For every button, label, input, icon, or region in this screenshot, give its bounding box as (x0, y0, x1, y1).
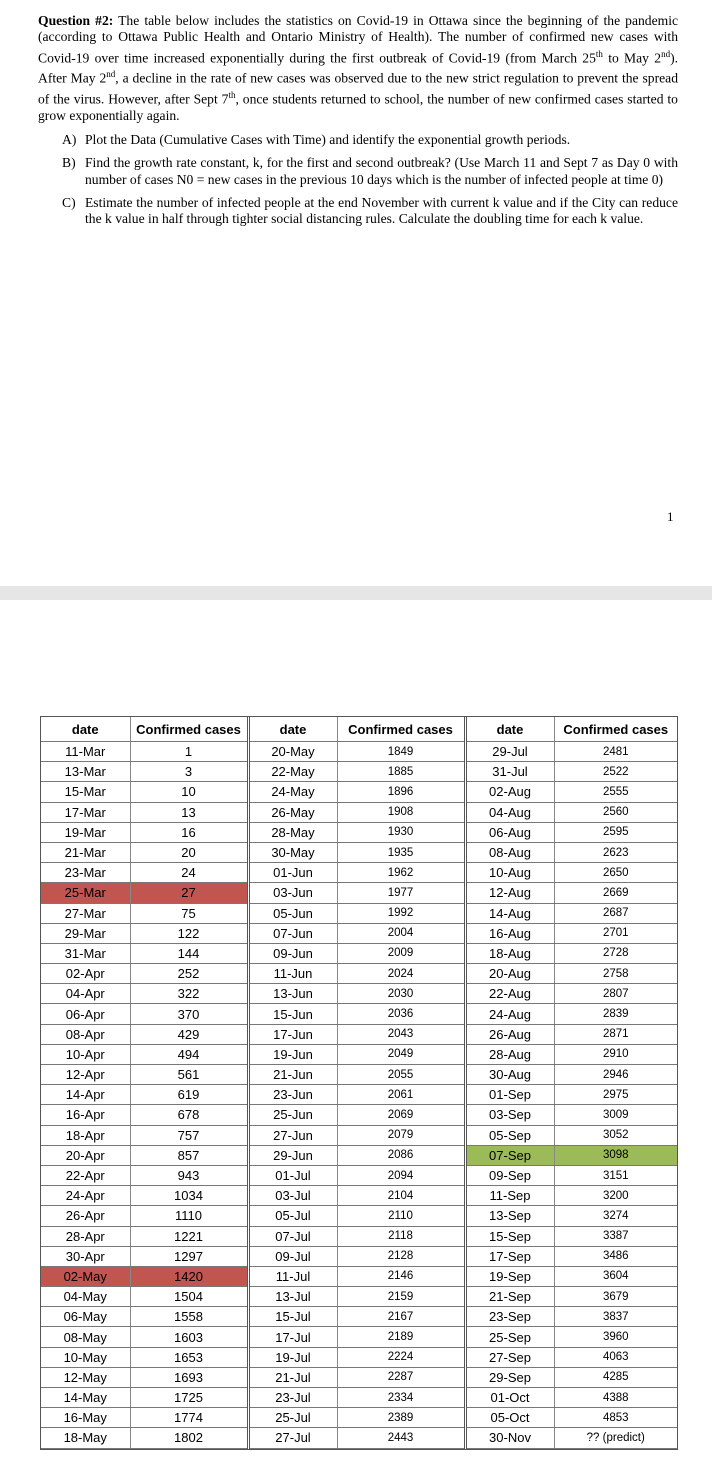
date-cell: 05-Jun (248, 903, 337, 923)
table-row (41, 1307, 677, 1327)
date-cell: 30-Nov (465, 1428, 554, 1448)
confirmed-cases-cell: 322 (130, 984, 248, 1004)
date-cell: 28-Aug (465, 1044, 554, 1064)
date-cell: 02-Aug (465, 782, 554, 802)
date-cell: 21-Jun (248, 1065, 337, 1085)
date-cell: 27-Sep (465, 1347, 554, 1367)
confirmed-cases-cell: 2946 (554, 1065, 677, 1085)
confirmed-cases-cell: 2049 (337, 1044, 465, 1064)
confirmed-cases-cell: 561 (130, 1065, 248, 1085)
confirmed-cases-cell: 2030 (337, 984, 465, 1004)
confirmed-cases-cell: 4853 (554, 1408, 677, 1428)
date-cell: 02-Apr (41, 964, 130, 984)
date-cell: 14-Apr (41, 1085, 130, 1105)
confirmed-cases-cell: 1693 (130, 1367, 248, 1387)
confirmed-cases-cell: 2758 (554, 964, 677, 984)
date-cell: 29-Jul (465, 742, 554, 762)
confirmed-cases-cell: 2110 (337, 1206, 465, 1226)
header-confirmed-cases: Confirmed cases (554, 717, 677, 742)
confirmed-cases-cell: 1896 (337, 782, 465, 802)
confirmed-cases-cell: 2224 (337, 1347, 465, 1367)
table-row (41, 1105, 677, 1125)
date-cell: 23-Jul (248, 1388, 337, 1408)
date-cell: 24-Aug (465, 1004, 554, 1024)
confirmed-cases-cell: 1 (130, 742, 248, 762)
confirmed-cases-cell: 13 (130, 802, 248, 822)
date-cell: 09-Sep (465, 1165, 554, 1185)
date-cell: 25-Sep (465, 1327, 554, 1347)
date-cell: 11-Jul (248, 1266, 337, 1286)
confirmed-cases-cell: 2334 (337, 1388, 465, 1408)
confirmed-cases-cell: 2167 (337, 1307, 465, 1327)
date-cell: 04-May (41, 1287, 130, 1307)
confirmed-cases-cell: 2128 (337, 1246, 465, 1266)
table-row (41, 1024, 677, 1044)
table-row (41, 1125, 677, 1145)
date-cell: 24-Apr (41, 1186, 130, 1206)
confirmed-cases-cell: 2555 (554, 782, 677, 802)
table-row (41, 943, 677, 963)
confirmed-cases-cell: 1802 (130, 1428, 248, 1448)
confirmed-cases-cell: 2055 (337, 1065, 465, 1085)
confirmed-cases-cell: 2036 (337, 1004, 465, 1024)
confirmed-cases-cell: 4063 (554, 1347, 677, 1367)
table-row (41, 1287, 677, 1307)
table-row (41, 802, 677, 822)
date-cell: 22-May (248, 762, 337, 782)
confirmed-cases-cell: 252 (130, 964, 248, 984)
confirmed-cases-cell: 2481 (554, 742, 677, 762)
date-cell: 31-Jul (465, 762, 554, 782)
table-row (41, 1206, 677, 1226)
confirmed-cases-cell: 16 (130, 822, 248, 842)
confirmed-cases-cell: 3 (130, 762, 248, 782)
confirmed-cases-cell: 2975 (554, 1085, 677, 1105)
header-date: date (41, 717, 130, 742)
date-cell: 19-Jun (248, 1044, 337, 1064)
confirmed-cases-cell: 2004 (337, 923, 465, 943)
confirmed-cases-cell: 1935 (337, 842, 465, 862)
confirmed-cases-cell: 2079 (337, 1125, 465, 1145)
confirmed-cases-cell: 2595 (554, 822, 677, 842)
date-cell: 21-Mar (41, 842, 130, 862)
date-cell: 07-Sep (465, 1145, 554, 1165)
confirmed-cases-cell: 4285 (554, 1367, 677, 1387)
table-row (41, 822, 677, 842)
confirmed-cases-cell: 3274 (554, 1206, 677, 1226)
confirmed-cases-cell: 2146 (337, 1266, 465, 1286)
confirmed-cases-cell: 2104 (337, 1186, 465, 1206)
table-row (41, 1367, 677, 1387)
date-cell: 10-Aug (465, 863, 554, 883)
date-cell: 24-May (248, 782, 337, 802)
date-cell: 10-May (41, 1347, 130, 1367)
date-cell: 01-Sep (465, 1085, 554, 1105)
confirmed-cases-cell: 3837 (554, 1307, 677, 1327)
confirmed-cases-cell: 678 (130, 1105, 248, 1125)
document-page-1 (0, 0, 712, 586)
confirmed-cases-cell: 1885 (337, 762, 465, 782)
confirmed-cases-cell: 2024 (337, 964, 465, 984)
confirmed-cases-cell: 1992 (337, 903, 465, 923)
confirmed-cases-cell: 3387 (554, 1226, 677, 1246)
date-cell: 29-Mar (41, 923, 130, 943)
confirmed-cases-cell: 2086 (337, 1145, 465, 1165)
date-cell: 17-Mar (41, 802, 130, 822)
date-cell: 02-May (41, 1266, 130, 1286)
date-cell: 25-Jul (248, 1408, 337, 1428)
confirmed-cases-cell: 429 (130, 1024, 248, 1044)
confirmed-cases-cell: ?? (predict) (554, 1428, 677, 1448)
date-cell: 26-Aug (465, 1024, 554, 1044)
date-cell: 18-May (41, 1428, 130, 1448)
date-cell: 27-Mar (41, 903, 130, 923)
confirmed-cases-cell: 4388 (554, 1388, 677, 1408)
header-date: date (248, 717, 337, 742)
question-parts-list (62, 132, 678, 234)
date-cell: 16-May (41, 1408, 130, 1428)
date-cell: 04-Aug (465, 802, 554, 822)
date-cell: 12-May (41, 1367, 130, 1387)
confirmed-cases-cell: 1849 (337, 742, 465, 762)
table-row (41, 1004, 677, 1024)
confirmed-cases-cell: 2389 (337, 1408, 465, 1428)
confirmed-cases-cell: 27 (130, 883, 248, 903)
date-cell: 03-Jun (248, 883, 337, 903)
confirmed-cases-cell: 1774 (130, 1408, 248, 1428)
confirmed-cases-cell: 1725 (130, 1388, 248, 1408)
date-cell: 28-May (248, 822, 337, 842)
date-cell: 13-Mar (41, 762, 130, 782)
confirmed-cases-cell: 1653 (130, 1347, 248, 1367)
confirmed-cases-cell: 2807 (554, 984, 677, 1004)
date-cell: 11-Sep (465, 1186, 554, 1206)
table-row (41, 964, 677, 984)
date-cell: 30-Apr (41, 1246, 130, 1266)
confirmed-cases-cell: 370 (130, 1004, 248, 1024)
question-part-c: C) Estimate the number of infected people at the end November with current k value and if the City can reduce the k value in half through tighter social distancing rules. Calculate the doubling time for each k value. (62, 194, 678, 227)
confirmed-cases-cell: 757 (130, 1125, 248, 1145)
table-row (41, 903, 677, 923)
date-cell: 20-Apr (41, 1145, 130, 1165)
table-row (41, 1428, 677, 1448)
date-cell: 16-Aug (465, 923, 554, 943)
date-cell: 27-Jun (248, 1125, 337, 1145)
confirmed-cases-cell: 3486 (554, 1246, 677, 1266)
confirmed-cases-cell: 1908 (337, 802, 465, 822)
confirmed-cases-cell: 2094 (337, 1165, 465, 1185)
confirmed-cases-cell: 3604 (554, 1266, 677, 1286)
date-cell: 06-Aug (465, 822, 554, 842)
table-row (41, 1408, 677, 1428)
date-cell: 07-Jun (248, 923, 337, 943)
table-row (41, 1246, 677, 1266)
table-header-row (41, 717, 677, 742)
confirmed-cases-cell: 1977 (337, 883, 465, 903)
confirmed-cases-cell: 2443 (337, 1428, 465, 1448)
date-cell: 22-Aug (465, 984, 554, 1004)
confirmed-cases-cell: 1297 (130, 1246, 248, 1266)
date-cell: 23-Mar (41, 863, 130, 883)
confirmed-cases-cell: 2669 (554, 883, 677, 903)
date-cell: 05-Sep (465, 1125, 554, 1145)
confirmed-cases-cell: 943 (130, 1165, 248, 1185)
question-heading: Question #2: (38, 13, 114, 28)
date-cell: 08-May (41, 1327, 130, 1347)
confirmed-cases-cell: 1930 (337, 822, 465, 842)
table-row (41, 1388, 677, 1408)
date-cell: 19-Sep (465, 1266, 554, 1286)
date-cell: 11-Jun (248, 964, 337, 984)
question-text: Question #2: The table below includes the statistics on Covid-19 in Ottawa since the beginning of the pandemic (according to Ottawa Public Health and Ontario Ministry of Health). The number of confirmed new cases with Covid-19 over time increased exponentially during the first outbreak of Covid-19 (from March 25th to May 2nd). After May 2nd, a decline in the rate of new cases was observed due to the new strict regulation to prevent the spread of the virus. However, after Sept 7th, once students returned to school, the number of new confirmed cases started to grow exponentially again. (38, 13, 679, 124)
date-cell: 26-Apr (41, 1206, 130, 1226)
confirmed-cases-cell: 3151 (554, 1165, 677, 1185)
confirmed-cases-cell: 3200 (554, 1186, 677, 1206)
table-row (41, 883, 677, 903)
date-cell: 25-Jun (248, 1105, 337, 1125)
confirmed-cases-cell: 1558 (130, 1307, 248, 1327)
date-cell: 27-Jul (248, 1428, 337, 1448)
date-cell: 12-Aug (465, 883, 554, 903)
confirmed-cases-cell: 2287 (337, 1367, 465, 1387)
table-row (41, 742, 677, 762)
confirmed-cases-cell: 2728 (554, 943, 677, 963)
confirmed-cases-cell: 2159 (337, 1287, 465, 1307)
confirmed-cases-cell: 2701 (554, 923, 677, 943)
confirmed-cases-cell: 144 (130, 943, 248, 963)
confirmed-cases-cell: 1962 (337, 863, 465, 883)
date-cell: 21-Sep (465, 1287, 554, 1307)
page-number: 1 (667, 509, 674, 524)
date-cell: 15-Jun (248, 1004, 337, 1024)
table-row (41, 863, 677, 883)
table-row (41, 1044, 677, 1064)
table-body (41, 742, 677, 1449)
date-cell: 13-Jun (248, 984, 337, 1004)
date-cell: 28-Apr (41, 1226, 130, 1246)
question-part-a: A) Plot the Data (Cumulative Cases with Time) and identify the exponential growth periods. (62, 132, 571, 147)
date-cell: 14-May (41, 1388, 130, 1408)
confirmed-cases-cell: 2118 (337, 1226, 465, 1246)
date-cell: 08-Apr (41, 1024, 130, 1044)
date-cell: 23-Sep (465, 1307, 554, 1327)
date-cell: 20-May (248, 742, 337, 762)
confirmed-cases-cell: 1420 (130, 1266, 248, 1286)
date-cell: 29-Jun (248, 1145, 337, 1165)
confirmed-cases-cell: 2623 (554, 842, 677, 862)
date-cell: 09-Jul (248, 1246, 337, 1266)
covid-cases-table-wrapper (40, 716, 678, 1450)
confirmed-cases-cell: 2009 (337, 943, 465, 963)
date-cell: 15-Jul (248, 1307, 337, 1327)
date-cell: 06-Apr (41, 1004, 130, 1024)
confirmed-cases-cell: 2061 (337, 1085, 465, 1105)
date-cell: 16-Apr (41, 1105, 130, 1125)
header-confirmed-cases: Confirmed cases (337, 717, 465, 742)
confirmed-cases-cell: 1110 (130, 1206, 248, 1226)
confirmed-cases-cell: 3009 (554, 1105, 677, 1125)
date-cell: 06-May (41, 1307, 130, 1327)
table-row (41, 1065, 677, 1085)
confirmed-cases-cell: 3679 (554, 1287, 677, 1307)
covid-cases-table (41, 717, 677, 1449)
date-cell: 01-Oct (465, 1388, 554, 1408)
date-cell: 04-Apr (41, 984, 130, 1004)
confirmed-cases-cell: 2522 (554, 762, 677, 782)
confirmed-cases-cell: 2069 (337, 1105, 465, 1125)
confirmed-cases-cell: 2043 (337, 1024, 465, 1044)
date-cell: 17-Jun (248, 1024, 337, 1044)
table-row (41, 1266, 677, 1286)
date-cell: 19-Jul (248, 1347, 337, 1367)
date-cell: 08-Aug (465, 842, 554, 862)
date-cell: 01-Jun (248, 863, 337, 883)
confirmed-cases-cell: 619 (130, 1085, 248, 1105)
date-cell: 09-Jun (248, 943, 337, 963)
date-cell: 23-Jun (248, 1085, 337, 1105)
table-row (41, 1145, 677, 1165)
table-row (41, 1165, 677, 1185)
confirmed-cases-cell: 2871 (554, 1024, 677, 1044)
date-cell: 26-May (248, 802, 337, 822)
date-cell: 13-Sep (465, 1206, 554, 1226)
date-cell: 11-Mar (41, 742, 130, 762)
confirmed-cases-cell: 2189 (337, 1327, 465, 1347)
date-cell: 17-Sep (465, 1246, 554, 1266)
table-row (41, 923, 677, 943)
confirmed-cases-cell: 1221 (130, 1226, 248, 1246)
confirmed-cases-cell: 857 (130, 1145, 248, 1165)
table-row (41, 1186, 677, 1206)
table-row (41, 762, 677, 782)
confirmed-cases-cell: 10 (130, 782, 248, 802)
date-cell: 18-Apr (41, 1125, 130, 1145)
date-cell: 17-Jul (248, 1327, 337, 1347)
table-row (41, 1327, 677, 1347)
table-row (41, 842, 677, 862)
date-cell: 29-Sep (465, 1367, 554, 1387)
date-cell: 05-Jul (248, 1206, 337, 1226)
date-cell: 21-Jul (248, 1367, 337, 1387)
confirmed-cases-cell: 75 (130, 903, 248, 923)
confirmed-cases-cell: 3052 (554, 1125, 677, 1145)
date-cell: 03-Jul (248, 1186, 337, 1206)
date-cell: 05-Oct (465, 1408, 554, 1428)
date-cell: 20-Aug (465, 964, 554, 984)
date-cell: 15-Sep (465, 1226, 554, 1246)
confirmed-cases-cell: 122 (130, 923, 248, 943)
confirmed-cases-cell: 2839 (554, 1004, 677, 1024)
confirmed-cases-cell: 1034 (130, 1186, 248, 1206)
date-cell: 14-Aug (465, 903, 554, 923)
date-cell: 30-May (248, 842, 337, 862)
date-cell: 19-Mar (41, 822, 130, 842)
confirmed-cases-cell: 2650 (554, 863, 677, 883)
confirmed-cases-cell: 20 (130, 842, 248, 862)
table-row (41, 984, 677, 1004)
date-cell: 01-Jul (248, 1165, 337, 1185)
confirmed-cases-cell: 1603 (130, 1327, 248, 1347)
confirmed-cases-cell: 2910 (554, 1044, 677, 1064)
table-row (41, 1347, 677, 1367)
confirmed-cases-cell: 3098 (554, 1145, 677, 1165)
date-cell: 31-Mar (41, 943, 130, 963)
date-cell: 07-Jul (248, 1226, 337, 1246)
page-separator (0, 586, 712, 600)
confirmed-cases-cell: 1504 (130, 1287, 248, 1307)
date-cell: 30-Aug (465, 1065, 554, 1085)
date-cell: 18-Aug (465, 943, 554, 963)
date-cell: 03-Sep (465, 1105, 554, 1125)
header-confirmed-cases: Confirmed cases (130, 717, 248, 742)
table-row (41, 1085, 677, 1105)
date-cell: 15-Mar (41, 782, 130, 802)
date-cell: 12-Apr (41, 1065, 130, 1085)
date-cell: 10-Apr (41, 1044, 130, 1064)
date-cell: 25-Mar (41, 883, 130, 903)
confirmed-cases-cell: 2560 (554, 802, 677, 822)
date-cell: 22-Apr (41, 1165, 130, 1185)
confirmed-cases-cell: 2687 (554, 903, 677, 923)
date-cell: 13-Jul (248, 1287, 337, 1307)
question-part-b: B) Find the growth rate constant, k, for the first and second outbreak? (Use March 11 and Sept 7 as Day 0 with number of cases N0 = new cases in the previous 10 days which is the number of infected people at time 0) (62, 155, 678, 187)
table-row (41, 1226, 677, 1246)
confirmed-cases-cell: 494 (130, 1044, 248, 1064)
confirmed-cases-cell: 3960 (554, 1327, 677, 1347)
header-date: date (465, 717, 554, 742)
table-row (41, 782, 677, 802)
confirmed-cases-cell: 24 (130, 863, 248, 883)
